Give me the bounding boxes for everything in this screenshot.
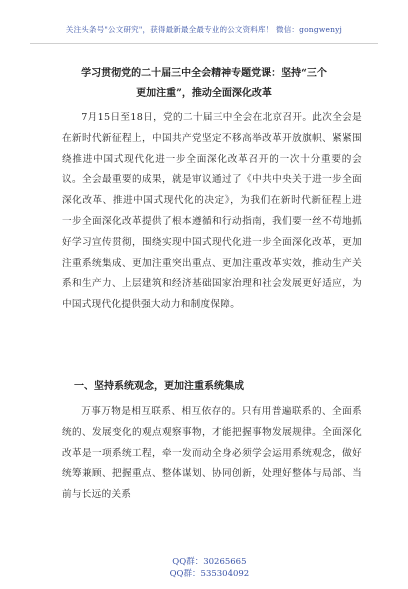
document-title — [50, 64, 358, 104]
header-promo-text: 关注头条号"公文研究"，获得最新最全最专业的公文资料库！ 微信：gongwenyj — [65, 24, 343, 34]
paragraph-section-1: 万事万物是相互联系、相互依存的。只有用普遍联系的、全面系统的、发展变化的观点观察事物，才能把握事物发展规律。全面深化改革是一项系统工程，牵一发而动全身必须学会运用系统观念，做好统筹兼顾、把握重点、整体谋划、协同创新，处理好整体与局部、当前与长远的关系 — [62, 406, 362, 501]
section-heading-1: 一、坚持系统观念，更加注重系统集成 — [74, 381, 244, 392]
footer-qq-group-1: QQ群：30265665 — [172, 557, 247, 567]
footer-qq-group-2: QQ群：535304092 — [169, 569, 250, 579]
paragraph-intro: 7月15日至18日，党的二十届三中全会在北京召开。此次全会是在新时代新征程上，中国共产党坚定不移高举改革开放旗帜、紧紧围绕推进中国式现代化进一步全面深化改革召开的一次十分重要的会议。全会最重要的成果，就是审议通过了《中共中央关于进一步全面深化改革、推进中国式现代化的决定》，为我们在新时代新征程上进一步全面深化改革提供了根本遵循和行动指南，我们要一丝不苟地抓好学习宣传贯彻，围绕实现中国式现代化进一步全面深化改革，更加注重系统集成、更加注重突出重点、更加注重改革实效，推动生产关系和生产力、上层建筑和经济基础国家治理和社会发展更好适应，为中国式现代化提供强大动力和制度保障。 — [62, 112, 362, 311]
page-header — [30, 15, 378, 44]
title-line-1: 学习贯彻党的二十届三中全会精神专题党课：坚持“三个 — [81, 68, 327, 79]
page-footer — [0, 545, 408, 589]
title-line-2: 更加注重”，推动全面深化改革 — [136, 88, 272, 99]
